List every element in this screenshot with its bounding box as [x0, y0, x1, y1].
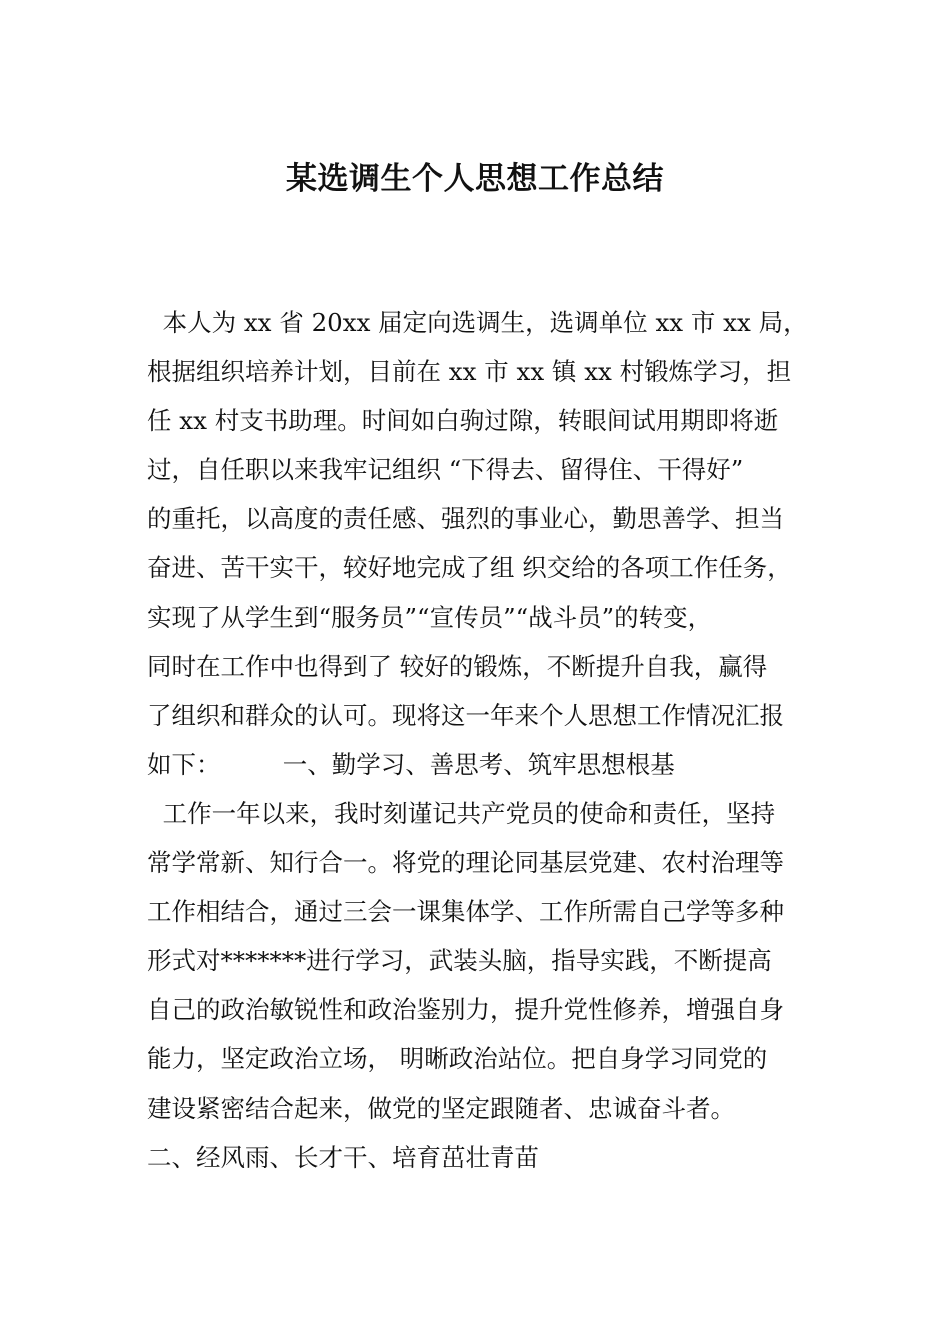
text-line: 了组织和群众的认可。现将这一年来个人思想工作情况汇报 — [147, 700, 784, 730]
text-line: 工作一年以来，我时刻谨记共产党员的使命和责任，坚持 — [147, 798, 776, 828]
section-heading: 二、经风雨、长才干、培育茁壮青苗 — [147, 1142, 539, 1172]
text-line: 的重托，以高度的责任感、强烈的事业心，勤思善学、担当 — [147, 504, 784, 534]
text-line: 自己的政治敏锐性和政治鉴别力，提升党性修养，增强自身 — [147, 995, 784, 1025]
text-line: 过，自任职以来我牢记组织 “下得去、留得住、干得好” — [147, 455, 744, 485]
text-line: 能力，坚定政治立场， 明晰政治站位。把自身学习同党的 — [147, 1044, 768, 1074]
text-line: 任 xx 村支书助理。时间如白驹过隙，转眼间试用期即将逝 — [147, 406, 779, 436]
text-line: 工作相结合，通过三会一课集体学、工作所需自己学等多种 — [147, 897, 784, 927]
text-line: 本人为 xx 省 20xx 届定向选调生，选调单位 xx 市 xx 局， — [147, 308, 808, 337]
text-line: 根据组织培养计划，目前在 xx 市 xx 镇 xx 村锻炼学习，担 — [147, 357, 792, 387]
text-line: 奋进、苦干实干，较好地完成了组 织交给的各项工作任务， — [147, 553, 792, 583]
document-title: 某选调生个人思想工作总结 — [286, 161, 664, 197]
text-line: 建设紧密结合起来，做党的坚定跟随者、忠诚奋斗者。 — [147, 1093, 735, 1123]
section-heading-line: 如下： 一、勤学习、善思考、筑牢思想根基 — [147, 749, 675, 779]
text-line: 常学常新、知行合一。将党的理论同基层党建、农村治理等 — [147, 848, 784, 878]
document-body — [147, 298, 827, 1182]
text-line: 形式对*******进行学习，武装头脑，指导实践，不断提高 — [147, 946, 772, 976]
text-line: 同时在工作中也得到了 较好的锻炼，不断提升自我，赢得 — [147, 651, 768, 681]
text-line: 实现了从学生到“服务员”“宣传员”“战斗员”的转变， — [147, 602, 713, 632]
